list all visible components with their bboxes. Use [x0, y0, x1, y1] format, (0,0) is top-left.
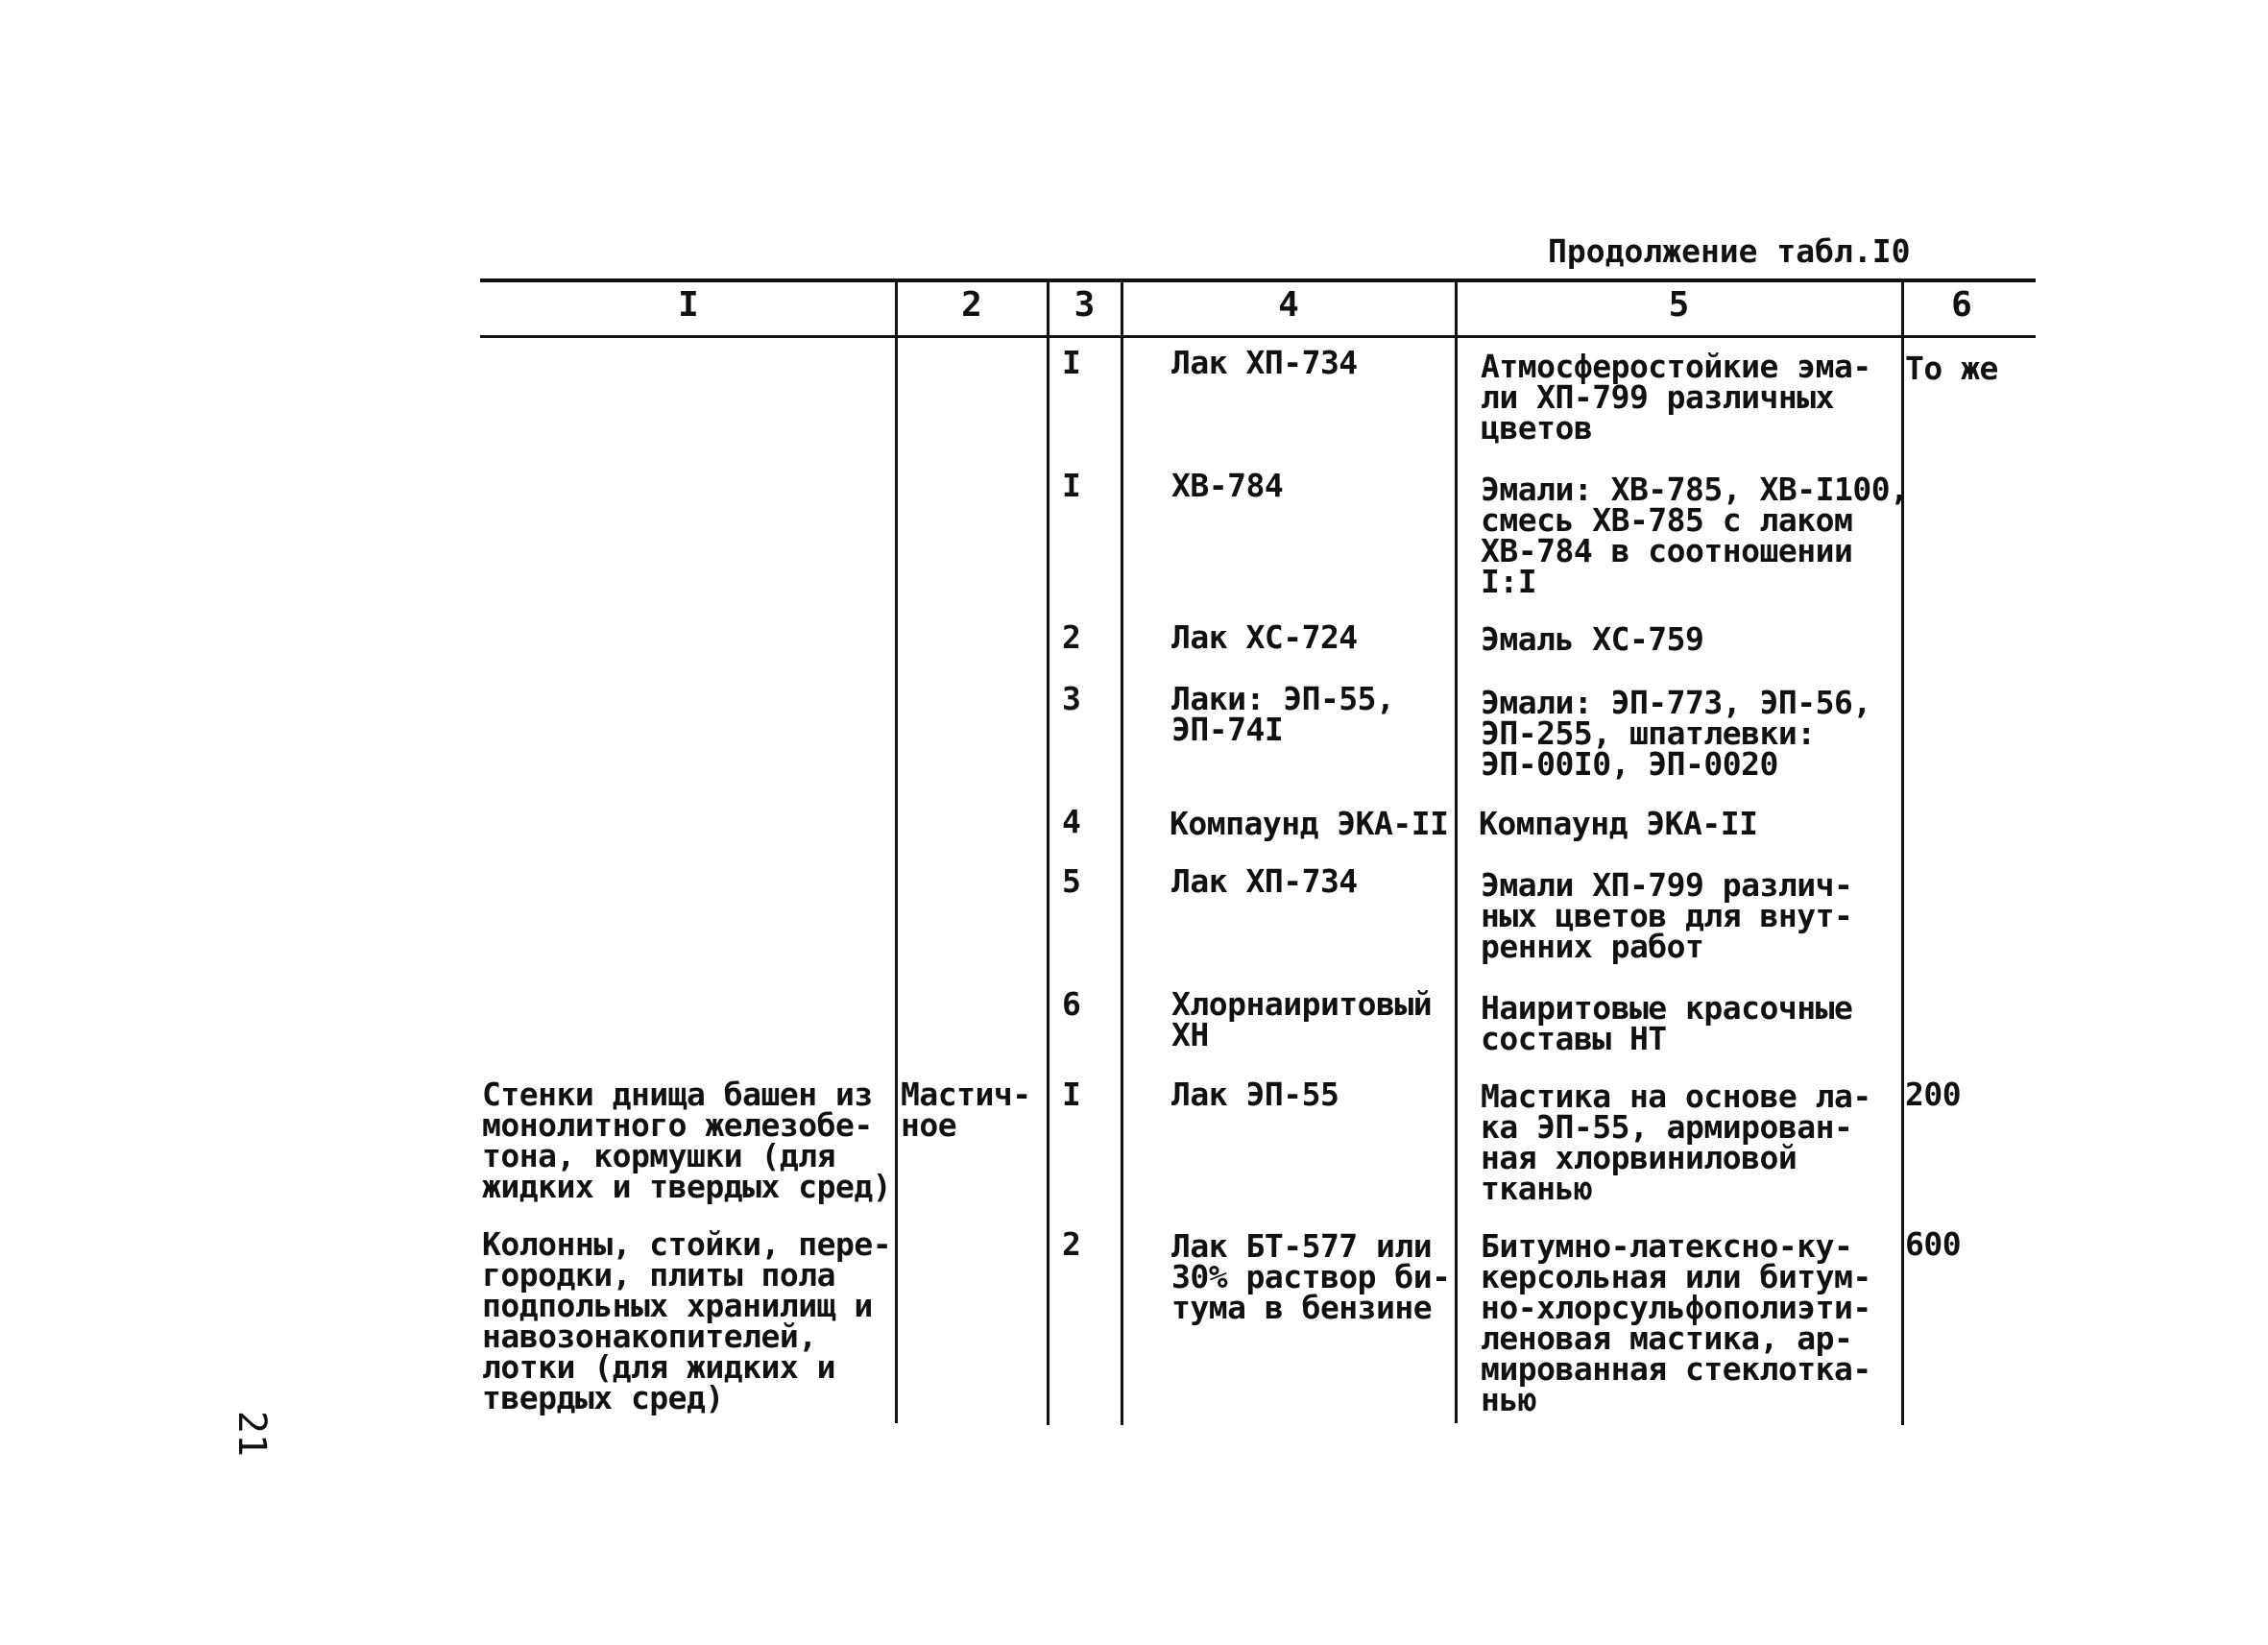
table-row-4-col-4: Лаки: ЭП-55, ЭП-74I — [1171, 680, 1395, 748]
column-divider-4-5 — [1455, 280, 1458, 1423]
table-row-7-col-4: Хлорнаиритовый ХН — [1171, 985, 1433, 1053]
table-row-1-col-5: Атмосферостойкие эма- ли ХП-799 различных цветов — [1481, 348, 1871, 447]
table-row-4-col-5: Эмали: ЭП-773, ЭП-56, ЭП-255, шпатлевки: ЭП-00I0, ЭП-0020 — [1481, 684, 1871, 783]
table-row-6-col-4: Лак ХП-734 — [1171, 862, 1358, 900]
table-row-6-col-5: Эмали ХП-799 различ- ных цветов для внут- ренних работ — [1481, 866, 1853, 965]
table-row-9-col-6: 600 — [1905, 1225, 1962, 1263]
table-row-5-col-3: 4 — [1062, 803, 1081, 840]
header-col-1: I — [678, 285, 699, 325]
table-row-2-col-5: Эмали: ХВ-785, ХВ-I100, смесь ХВ-785 с лаком ХВ-784 в соотношении I:I — [1481, 471, 1909, 600]
table-row-8-col-5: Мастика на основе ла- ка ЭП-55, армирован- ная хлорвиниловой тканью — [1481, 1077, 1871, 1207]
table-row-9-col-4: Лак БТ-577 или 30% раствор би- тума в бензине — [1171, 1227, 1451, 1326]
table-row-6-col-3: 5 — [1062, 862, 1081, 900]
table-row-3-col-5: Эмаль ХС-759 — [1481, 620, 1704, 658]
header-col-4: 4 — [1278, 285, 1299, 325]
table-row-8-col-2: Мастич- ное — [901, 1076, 1031, 1144]
table-row-4-col-3: 3 — [1062, 680, 1081, 717]
table-row-1-col-3: I — [1062, 344, 1081, 381]
table-row-8-col-4: Лак ЭП-55 — [1171, 1076, 1339, 1113]
header-col-5: 5 — [1668, 285, 1690, 325]
table-row-8-col-6: 200 — [1905, 1076, 1962, 1113]
table-row-7-col-3: 6 — [1062, 985, 1081, 1023]
table-row-9-col-3: 2 — [1062, 1225, 1081, 1263]
table-caption: Продолжение табл.I0 — [1548, 232, 1911, 270]
table-row-1-col-6: То же — [1905, 350, 1998, 387]
page-number: 21 — [229, 1410, 274, 1458]
table-row-1-col-4: Лак ХП-734 — [1171, 344, 1358, 381]
header-col-2: 2 — [961, 285, 982, 325]
column-divider-3-4 — [1121, 280, 1123, 1425]
header-col-3: 3 — [1074, 285, 1096, 325]
table-row-2-col-4: ХВ-784 — [1171, 467, 1284, 504]
table-row-5-col-5: Компаунд ЭКА-II — [1479, 805, 1758, 842]
header-bottom-rule — [480, 335, 2036, 338]
column-divider-2-3 — [1047, 280, 1050, 1425]
column-divider-5-6 — [1901, 280, 1904, 1425]
table-row-9-col-1: Колонны, стойки, пере- городки, плиты пола подпольных хранилищ и навозонакопителей, лотки (для жидких и твердых сред) — [482, 1225, 892, 1416]
table-row-2-col-3: I — [1062, 467, 1081, 504]
header-col-6: 6 — [1951, 285, 1972, 325]
table-row-8-col-1: Стенки днища башен из монолитного железобе- тона, кормушки (для жидких и твердых сред) — [482, 1076, 892, 1205]
table-row-7-col-5: Наиритовые красочные составы НТ — [1481, 989, 1853, 1057]
table-row-3-col-4: Лак ХС-724 — [1171, 618, 1358, 656]
table-row-8-col-3: I — [1062, 1076, 1081, 1113]
column-divider-1-2 — [895, 280, 898, 1423]
table-row-5-col-4: Компаунд ЭКА-II — [1170, 805, 1449, 842]
table-row-9-col-5: Битумно-латексно-ку- керсольная или битум- но-хлорсульфополиэти- леновая мастика, ар- мированная стеклоткa- нью — [1481, 1227, 1871, 1418]
table-row-3-col-3: 2 — [1062, 618, 1081, 656]
